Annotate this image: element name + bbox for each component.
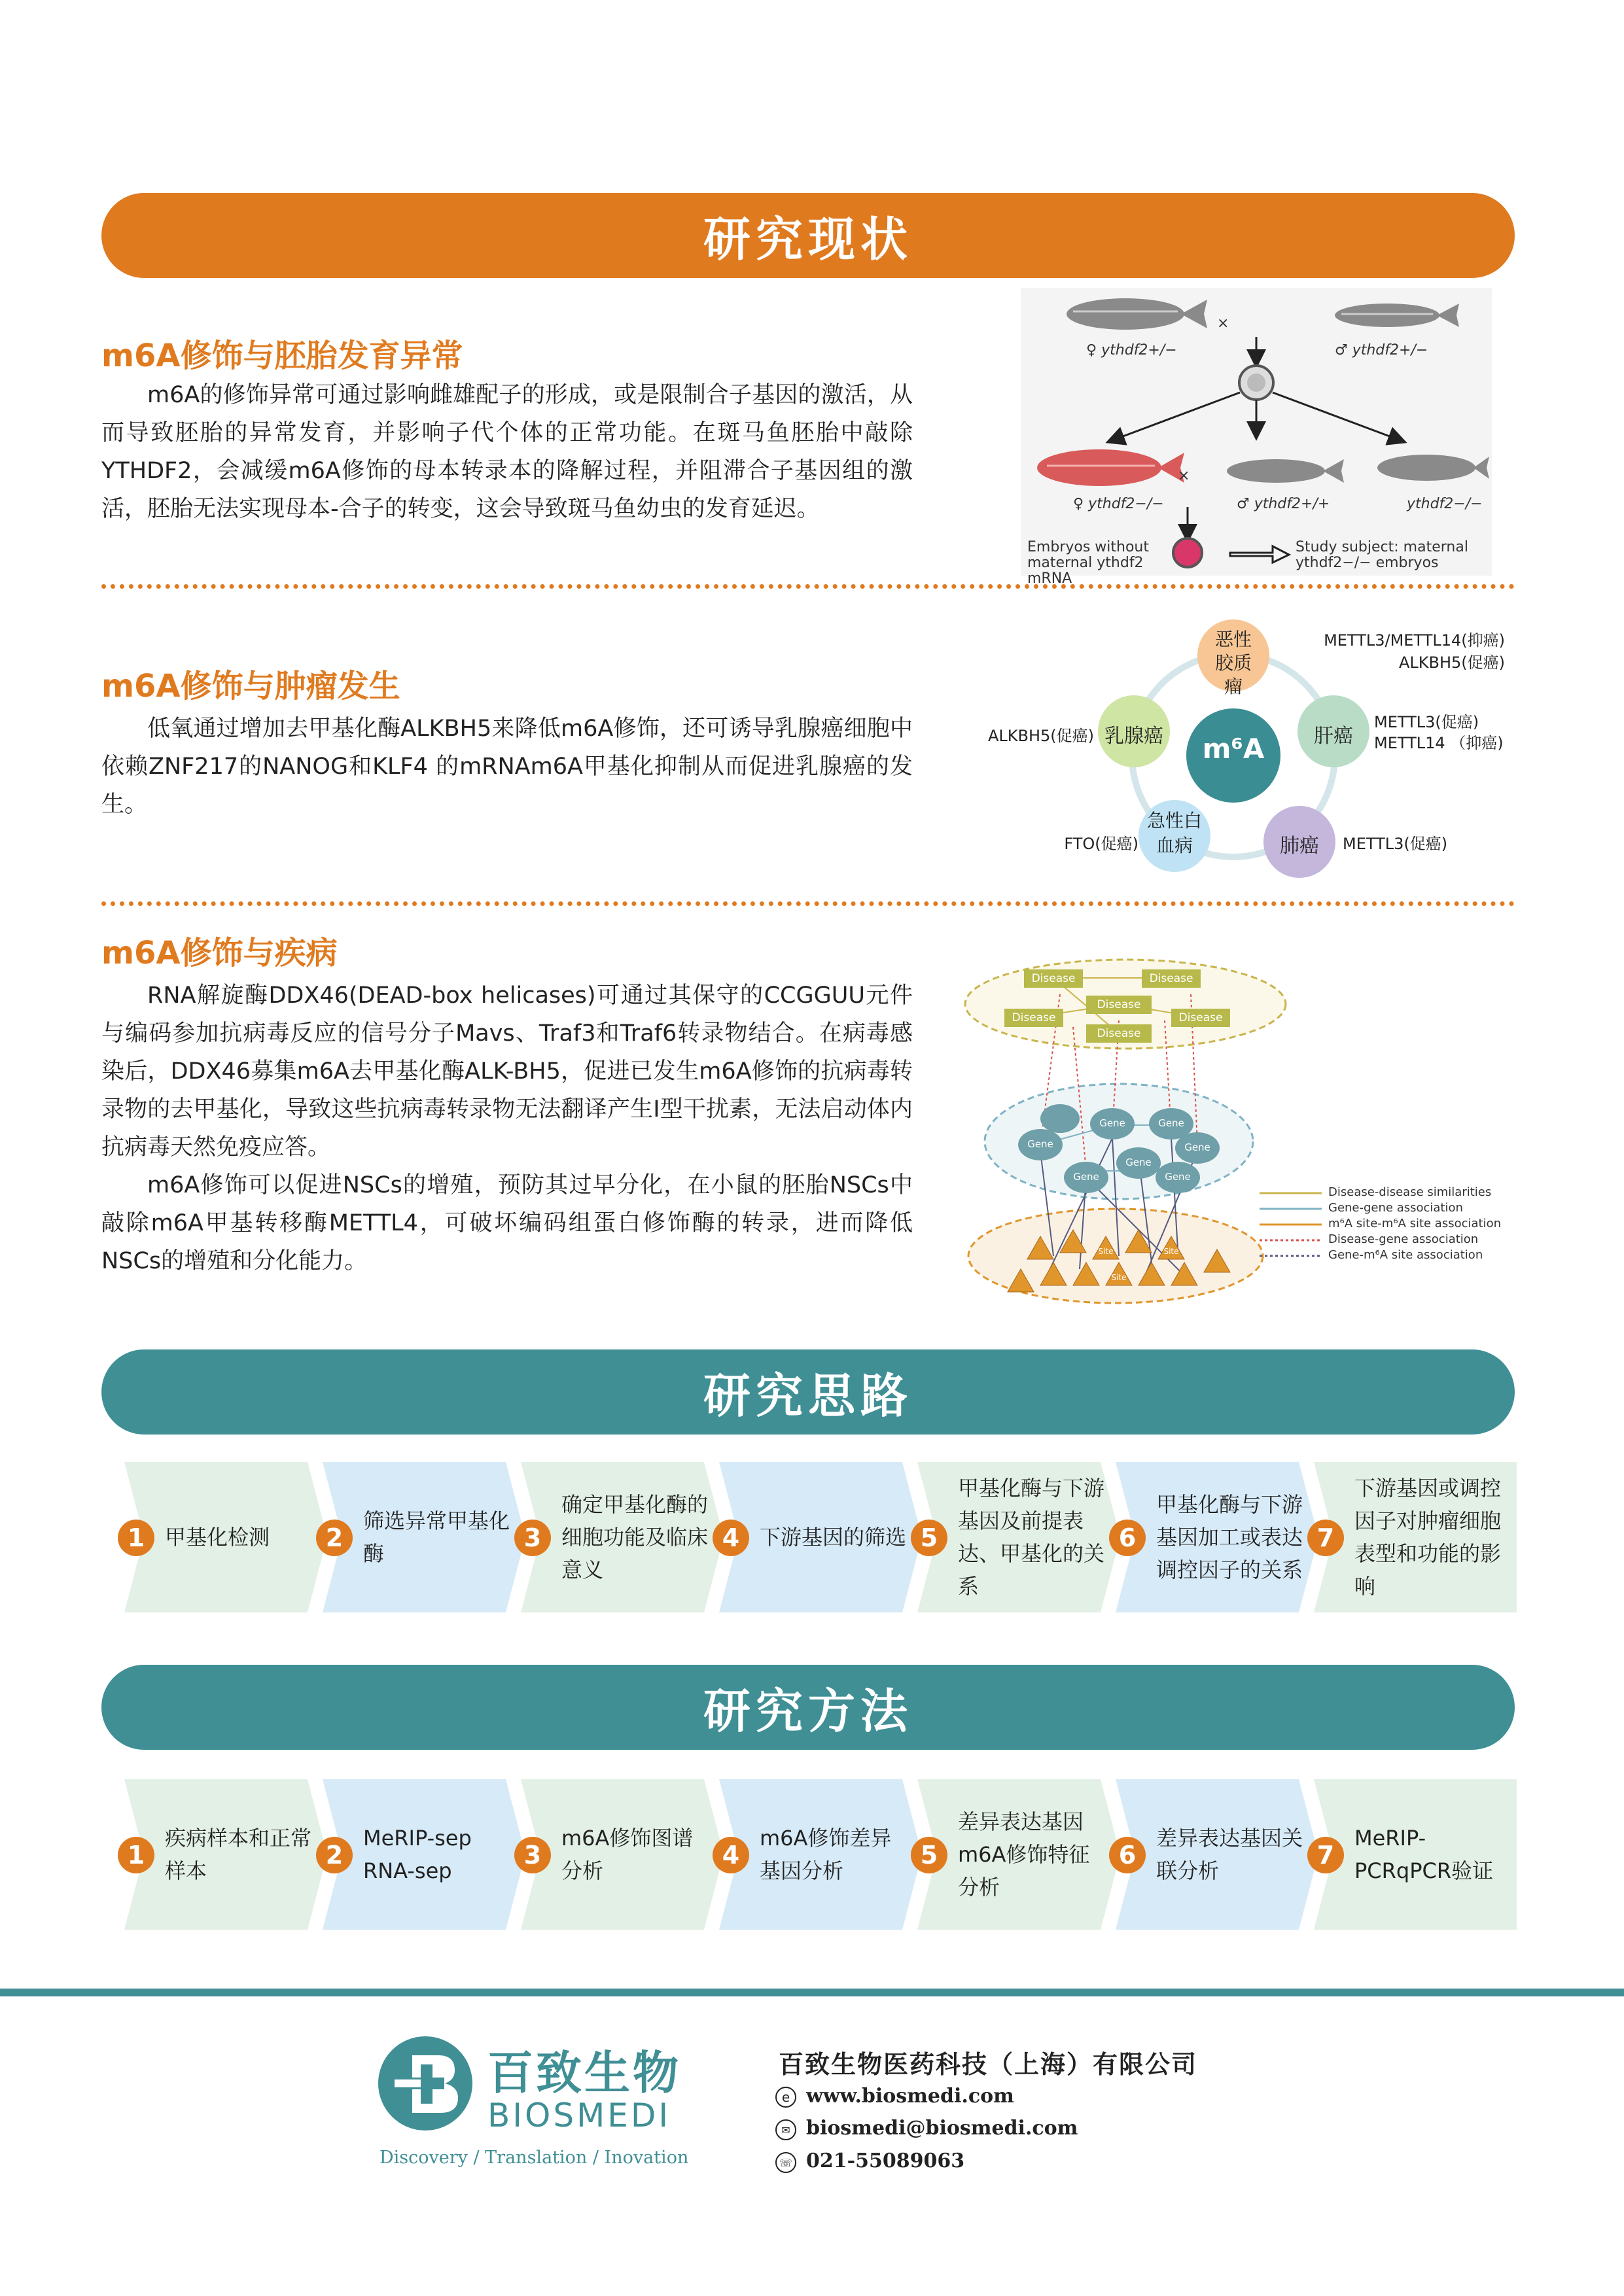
right-caption: Study subject: maternal ythdf2−/− embryos (1296, 539, 1468, 571)
idea-step-1-number: 1 (118, 1520, 154, 1556)
embryo-title: m6A修饰与胚胎发育异常 (101, 338, 463, 374)
gene-node-4: Gene (1125, 1157, 1152, 1168)
method-step-5-text: 差异表达基因m6A修饰特征分析 (958, 1809, 1090, 1900)
left-caption: Embryos without maternal ythdf2 mRNA (1027, 539, 1149, 587)
status-banner (101, 193, 1515, 278)
gene-node-2: Gene (1099, 1117, 1125, 1129)
footer-divider (0, 1989, 1624, 1996)
f1-label: ♀ ythdf2−/− (1073, 496, 1164, 512)
company-name: 百致生物医药科技（上海）有限公司 (779, 2050, 1198, 2079)
idea-step-4-number: 4 (713, 1520, 749, 1556)
method-step-5-number: 5 (911, 1837, 947, 1873)
network-figure (955, 955, 1518, 1308)
lung-label: 肺癌 (1280, 835, 1319, 858)
method-step-4-text: m6A修饰差异基因分析 (760, 1826, 892, 1883)
idea-step-6-number: 6 (1109, 1520, 1146, 1556)
lung-note: METTL3(促癌) (1343, 835, 1448, 853)
method-step-6-text: 差异表达基因关联分析 (1156, 1826, 1303, 1883)
site-node-3: Site (1111, 1273, 1127, 1282)
glioma-label: 恶性胶质瘤 (1214, 629, 1252, 697)
method-step-6 (1116, 1779, 1318, 1930)
method-step-2-number: 2 (316, 1837, 353, 1873)
status-banner-title: 研究现状 (703, 212, 913, 267)
idea-step-3 (521, 1462, 724, 1612)
divider-2 (101, 901, 1515, 906)
male-fish-icon (1335, 304, 1459, 327)
tumor-wheel-figure (975, 615, 1511, 890)
cross-mark-top: × (1217, 315, 1229, 332)
idea-step-2-number: 2 (316, 1520, 353, 1556)
gene-node-3: Gene (1158, 1117, 1184, 1129)
idea-step-1-text: 甲基化检测 (165, 1525, 270, 1550)
method-step-2-text: MeRIP-sep RNA-sep (363, 1826, 472, 1883)
mutant-fish-icon (1377, 455, 1489, 481)
disease-text: RNA解旋酶DDX46(DEAD-box helicases)可通过其保守的CCGGUU元件与编码参加抗病毒反应的信号分子Mavs、Traf3和Traf6转录物结合。在病毒感染后，DDX46募集m6A去甲基化酶ALK-BH5，促进已发生m6A修饰的抗病毒转录物的去甲基化，导致这些抗病毒转录物无法翻译产生I型干扰素，无法启动体内抗病毒天然免疫应答。 m6A修饰可以促进NSCs的增殖，预防其过早分化，在小鼠的胚胎NSCs中敲除m6A甲基转移酶METTL4，可破坏编码组蛋白修饰酶的转录，进而降低NSCs的增殖和分化能力。 (101, 983, 913, 1274)
disease-node-1: Disease (1031, 972, 1076, 985)
disease-node-3: Disease (1097, 998, 1141, 1011)
idea-step-2 (323, 1462, 525, 1612)
method-step-6-number: 6 (1109, 1837, 1146, 1873)
zebrafish-diagram (1021, 288, 1492, 576)
idea-step-7-number: 7 (1307, 1520, 1344, 1556)
method-banner-title: 研究方法 (703, 1684, 913, 1739)
web-icon: e (775, 2087, 796, 2108)
website-link[interactable]: www.biosmedi.com (806, 2085, 1014, 2108)
logo-icon (376, 2034, 474, 2132)
red-fish-icon (1037, 449, 1184, 486)
disease-node-5: Disease (1178, 1011, 1223, 1024)
method-step-3-number: 3 (514, 1837, 551, 1873)
female-fish-icon (1067, 298, 1207, 330)
liver-label: 肝癌 (1314, 725, 1353, 748)
method-step-2 (323, 1779, 525, 1930)
f2-label: ♂ ythdf2+/+ (1237, 496, 1330, 512)
idea-step-5 (917, 1462, 1120, 1612)
gene-node-6: Gene (1184, 1141, 1210, 1153)
idea-step-7-text: 下游基因或调控因子对肿瘤细胞表型和功能的影响 (1354, 1476, 1502, 1599)
idea-step-1 (124, 1462, 327, 1612)
divider-1 (101, 584, 1515, 589)
method-step-7-number: 7 (1307, 1837, 1344, 1873)
site-node-2: Site (1163, 1247, 1179, 1256)
gene-node-5: Gene (1073, 1171, 1099, 1183)
method-banner (101, 1665, 1515, 1750)
method-step-4 (719, 1779, 922, 1930)
idea-step-6 (1116, 1462, 1318, 1612)
gene-node-1: Gene (1027, 1138, 1053, 1150)
idea-step-7 (1314, 1462, 1517, 1612)
method-step-3-text: m6A修饰图谱分析 (561, 1826, 694, 1883)
disease-node-4: Disease (1012, 1011, 1056, 1024)
disease-node-6: Disease (1097, 1027, 1141, 1040)
idea-step-6-text: 甲基化酶与下游基因加工或表达调控因子的关系 (1156, 1492, 1303, 1582)
logo-slogan: Discovery / Translation / Inovation (380, 2148, 689, 2168)
embryo-text: m6A的修饰异常可通过影响雌雄配子的形成，或是限制合子基因的激活，从而导致胚胎的异常发育，并影响子代个体的正常功能。在斑马鱼胚胎中敲除YTHDF2，会减缓m6A修饰的母本转录本的降解过程，并阻滞合子基因组的激活，胚胎无法实现母本-合子的转变，这会导致斑马鱼幼虫的发育延迟。 (101, 382, 913, 522)
idea-banner (101, 1349, 1515, 1435)
method-step-1-text: 疾病样本和正常样本 (165, 1826, 312, 1883)
email-link[interactable]: biosmedi@biosmedi.com (806, 2117, 1078, 2140)
tumor-text: 低氧通过增加去甲基化酶ALKBH5来降低m6A修饰，还可诱导乳腺癌细胞中依赖ZNF217的NANOG和KLF4 的mRNAm6A甲基化抑制从而促进乳腺癌的发生。 (101, 716, 913, 818)
breast-note: ALKBH5(促癌) (987, 727, 1094, 745)
gene-node-7: Gene (1165, 1171, 1191, 1183)
zebrafish-figure (1021, 288, 1492, 587)
mail-icon: ✉ (775, 2119, 796, 2140)
male-label: ♂ ythdf2+/− (1335, 342, 1428, 358)
method-step-4-number: 4 (713, 1837, 749, 1873)
logo-en: BIOSMEDI (487, 2096, 671, 2134)
idea-banner-title: 研究思路 (703, 1368, 913, 1423)
idea-step-4 (719, 1462, 922, 1612)
phone-number[interactable]: 021-55089063 (806, 2149, 965, 2172)
f3-label: ythdf2−/− (1407, 496, 1483, 512)
idea-step-2-text: 筛选异常甲基化酶 (363, 1508, 510, 1566)
idea-step-5-text: 甲基化酶与下游基因及前提表达、甲基化的关系 (958, 1476, 1105, 1599)
tumor-title: m6A修饰与肿瘤发生 (101, 668, 400, 704)
method-step-1 (124, 1779, 327, 1930)
network-legend: Disease-disease similarities Gene-gene association m⁶A site-m⁶A site association Disease-gene association Gene-m⁶A site association (1328, 1185, 1502, 1262)
method-step-7-text: MeRIP-PCRqPCR验证 (1354, 1826, 1494, 1883)
female-label: ♀ ythdf2+/− (1086, 342, 1177, 358)
site-node-1: Site (1098, 1247, 1114, 1256)
leukemia-note: FTO(促癌) (1064, 835, 1139, 853)
breast-label: 乳腺癌 (1104, 725, 1163, 748)
method-step-1-number: 1 (118, 1837, 154, 1873)
idea-step-5-number: 5 (911, 1520, 947, 1556)
m6a-center-label: m⁶A (1202, 733, 1265, 765)
wildtype-fish-icon (1227, 459, 1344, 483)
disease-node-2: Disease (1149, 972, 1193, 985)
idea-step-3-text: 确定甲基化酶的细胞功能及临床意义 (561, 1492, 709, 1582)
method-step-7 (1314, 1779, 1517, 1930)
logo-cn: 百致生物 (487, 2046, 681, 2100)
cross-mark-bottom: × (1178, 468, 1190, 484)
disease-title: m6A修饰与疾病 (101, 935, 338, 971)
idea-step-3-number: 3 (514, 1520, 551, 1556)
leukemia-label: 急性白血病 (1146, 810, 1202, 856)
idea-flow (124, 1462, 1518, 1612)
liver-note: METTL3(促癌) METTL14 （抑癌) (1374, 713, 1504, 752)
idea-step-4-text: 下游基因的筛选 (760, 1525, 907, 1550)
phone-icon: ☏ (775, 2152, 796, 2173)
method-step-3 (521, 1779, 724, 1930)
method-flow (124, 1779, 1518, 1930)
glioma-note: METTL3/METTL14(抑癌) ALKBH5(促癌) (1324, 631, 1505, 672)
method-step-5 (917, 1779, 1120, 1930)
